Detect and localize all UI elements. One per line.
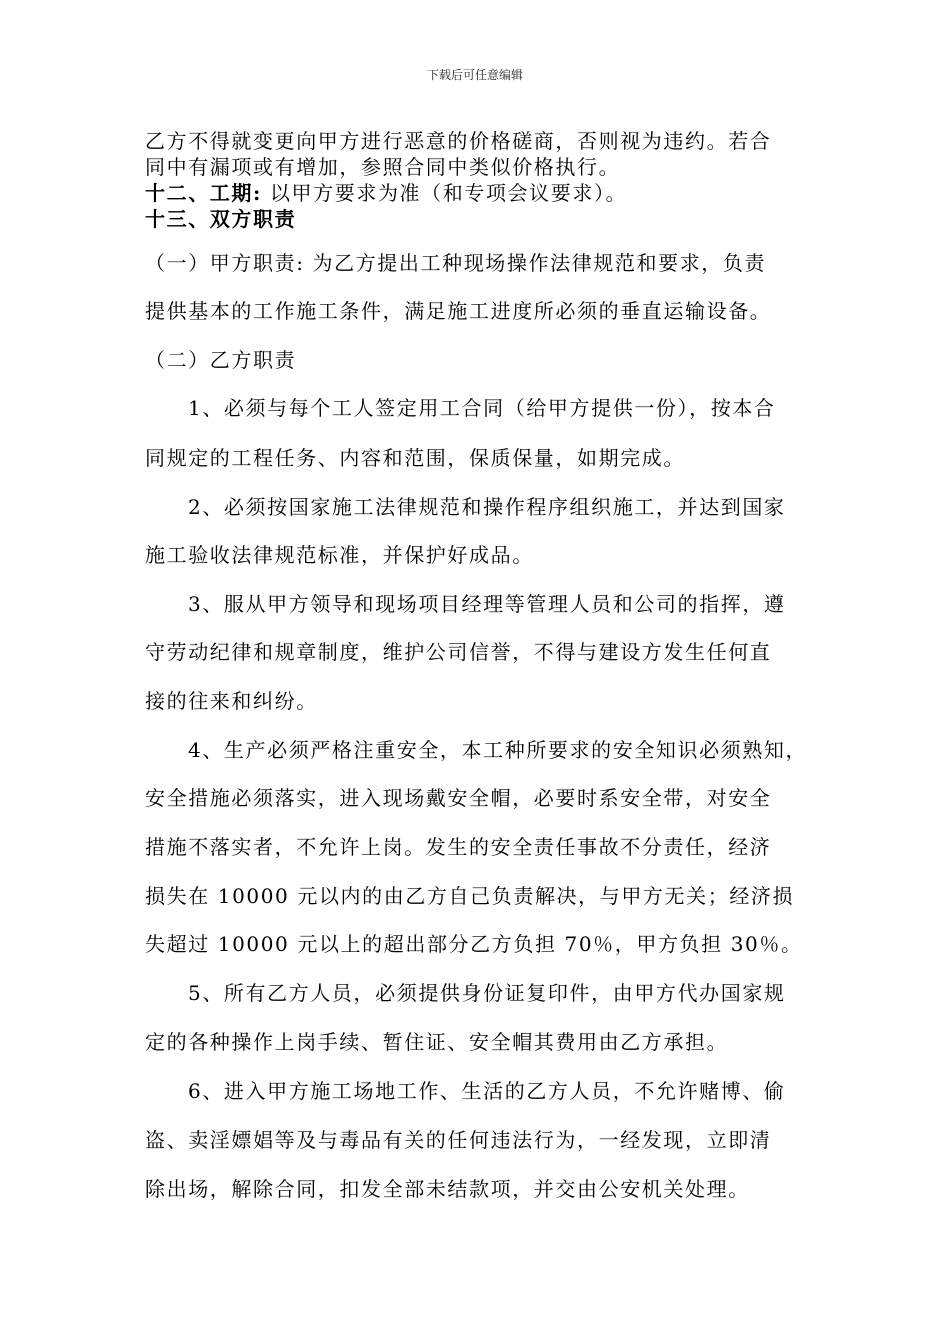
- body-line: 同中有漏项或有增加，参照合同中类似价格执行。: [145, 155, 621, 179]
- body-line: 接的往来和纠纷。: [145, 689, 318, 713]
- clause-1: 1、必须与每个工人签定用工合同（给甲方提供一份），按本合: [188, 396, 776, 420]
- body-line: 施工验收法律规范标准，并保护好成品。: [145, 543, 534, 567]
- section-12-title: 十二、工期:: [145, 181, 262, 205]
- clause-4: 4、生产必须严格注重安全，本工种所要求的安全知识必须熟知，: [188, 738, 808, 762]
- section-12-text: 以甲方要求为准（和专项会议要求）。: [261, 181, 628, 205]
- clause-5: 5、所有乙方人员，必须提供身份证复印件，由甲方代办国家规: [188, 981, 786, 1005]
- clause-2: 2、必须按国家施工法律规范和操作程序组织施工，并达到国家: [188, 495, 786, 519]
- clause-6: 6、进入甲方施工场地工作、生活的乙方人员，不允许赌博、偷: [188, 1079, 786, 1103]
- body-line: 同规定的工程任务、内容和范围，保质保量，如期完成。: [145, 446, 685, 470]
- page-header: 下载后可任意编辑: [426, 68, 523, 82]
- body-line: 提供基本的工作施工条件，满足施工进度所必须的垂直运输设备。: [145, 299, 772, 323]
- body-line: 除出场，解除合同，扣发全部未结款项，并交由公安机关处理。: [145, 1177, 750, 1201]
- body-line: 乙方不得就变更向甲方进行恶意的价格磋商，否则视为违约。若合: [145, 129, 772, 153]
- section-12-heading: [145, 177, 627, 206]
- body-line: 定的各种操作上岗手续、暂住证、安全帽其费用由乙方承担。: [145, 1030, 729, 1054]
- body-line: 守劳动纪律和规章制度，维护公司信誉，不得与建设方发生任何直: [145, 640, 772, 664]
- body-line: 损失在 10000 元以内的由乙方自己负责解决，与甲方无关；经济损: [145, 884, 795, 908]
- party-b-duties-heading: （二）乙方职责: [145, 348, 297, 372]
- party-a-duties: （一）甲方职责: 为乙方提出工种现场操作法律规范和要求，负责: [145, 251, 767, 275]
- section-13-heading: 十三、双方职责: [145, 207, 297, 231]
- clause-3: 3、服从甲方领导和现场项目经理等管理人员和公司的指挥，遵: [188, 592, 786, 616]
- body-line: 安全措施必须落实，进入现场戴安全帽，必要时系安全带，对安全: [145, 786, 772, 810]
- body-line: 措施不落实者，不允许上岗。发生的安全责任事故不分责任，经济: [145, 835, 772, 859]
- body-line: 盗、卖淫嫖娼等及与毒品有关的任何违法行为，一经发现，立即清: [145, 1128, 772, 1152]
- body-line: 失超过 10000 元以上的超出部分乙方负担 70％，甲方负担 30％。: [145, 932, 803, 956]
